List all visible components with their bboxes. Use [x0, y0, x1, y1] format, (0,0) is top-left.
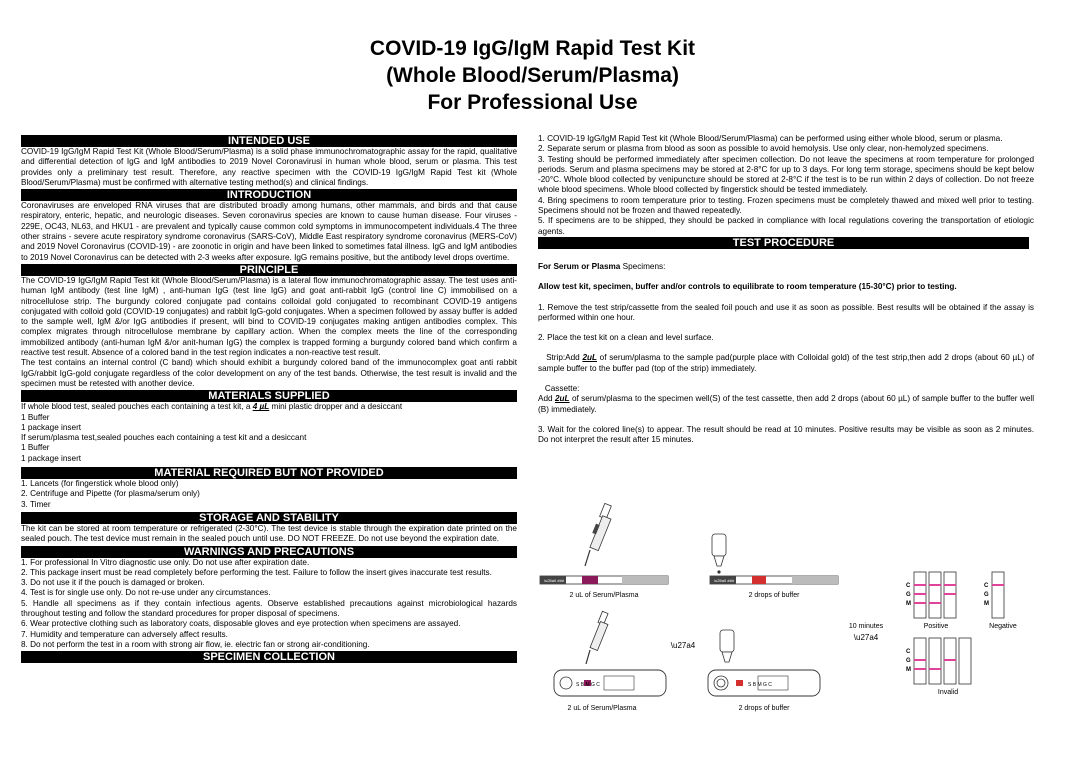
title-line-1: COVID-19 IgG/IgM Rapid Test Kit	[369, 37, 696, 60]
specimen-type-line	[538, 262, 1034, 272]
line-c-label: C	[906, 649, 911, 655]
positive-label: Positive	[923, 623, 949, 630]
line-g-label: G	[906, 592, 911, 598]
cassette-serum-label: 2 uL of Serum/Plasma	[567, 705, 637, 712]
storage-text: The kit can be stored at room temperature or refrigerated (2-30°C). The test device is stable through the expiration date printed on the sealed pouch. The test device must remain in the sealed pouch until use. DO NOT FREEZE. Do not use beyond the expiration date.	[21, 523, 517, 544]
procedure-step-2: 2. Place the test kit on a clean and level surface.	[538, 333, 714, 343]
introduction-heading: INTRODUCTION	[21, 189, 517, 201]
cassette-post: of serum/plasma to the specimen well(S) of the test cassette, then add 2 drops (about 60 µL) of sample buffer to the buffer well (B) immediately.	[538, 394, 1035, 414]
result-letters-positive	[906, 583, 911, 607]
buffer-dropper-icon	[720, 630, 734, 662]
cassette-buffer-label: 2 drops of buffer	[738, 705, 790, 712]
materials-supplied-line-2: 1 Buffer	[21, 412, 50, 422]
arrow-right-icon: \u27a4	[670, 641, 696, 650]
line-c-label: C	[906, 583, 911, 589]
materials-required-item: 3. Timer	[21, 499, 51, 509]
arrow-right-icon: \u27a4	[853, 633, 879, 642]
dropper-volume: 4 µL	[252, 402, 270, 412]
cassette-letters: S B M G C	[576, 682, 600, 688]
buffer-dropper-icon	[712, 534, 726, 574]
intended-use-text: COVID-19 IgG/IgM Rapid Test Kit (Whole Blood/Serum/Plasma) is a solid phase immunochromatographic assay for the rapid, qualitative and differential detection of IgG and IgM antibodies to 2019 Novel Coronavirusi in human whole blood, serum or plasma. This test provides only a preliminary test result. Therefore, any reactive specimen with the COVID-19 IgG/IgM Rapid Test kit (Whole Blood/Serum/Plasma) must be confirmed with alternative testing method(s) and clinical findings.	[21, 147, 517, 187]
cassette-letters: S B M G C	[748, 682, 772, 688]
materials-line-1-pre: If whole blood test, sealed pouches each containing a test kit, a	[21, 402, 253, 412]
title-line-3: For Professional Use	[427, 91, 638, 114]
strip-post: of serum/plasma to the sample pad(purple place with Colloidal gold) of the test strip,then add 2 drops (about 60 µL) of sample buffer to the buffer pad (top of the strip) immediately.	[538, 353, 1037, 373]
equilibrate-instruction: Allow test kit, specimen, buffer and/or controls to equilibrate to room temperature (15-30°C) prior to testing.	[538, 282, 957, 292]
result-strip-negative	[984, 572, 1004, 618]
materials-supplied-line-5: 1 Buffer	[21, 443, 50, 453]
procedure-step-3: 3. Wait for the colored line(s) to appear. The result should be read at 10 minutes. Positive results may be visible as soon as 2 minutes. Do not interpret the result after 15 minutes.	[538, 424, 1034, 445]
strip-instruction	[538, 353, 1037, 374]
warning-item: 3. Do not use it if the pouch is damaged or broken.	[21, 578, 205, 588]
specimen-item: 2. Separate serum or plasma from blood as soon as possible to avoid hemolysis. Use only clear, non-hemolyzed specimens.	[538, 144, 989, 154]
strip-serum-label: 2 uL of Serum/Plasma	[569, 592, 639, 599]
warning-item: 2. This package insert must be read completely before performing the test. Failure to follow the insert gives inaccurate test results.	[21, 567, 492, 577]
invalid-label: Invalid	[937, 689, 959, 696]
warning-item: 4. Test is for single use only. Do not re-use under any circumstances.	[21, 588, 271, 598]
line-m-label: M	[906, 667, 911, 673]
materials-supplied-line-4: If serum/plasma test,sealed pouches each containing a test kit and a desiccant	[21, 433, 307, 443]
principle-text-2: The test contains an internal control (C band) which should exhibit a burgundy colored band of the immunocomplex goat anti rabbit IgG/rabbit IgG-gold conjugate regardless of the color development on any of the test bands. Otherwise, the test result is invalid and the specimen must be retested with another device.	[21, 358, 517, 388]
right-column	[538, 134, 1037, 446]
strip-buffer-label: 2 drops of buffer	[748, 592, 800, 599]
intended-use-heading: INTENDED USE	[21, 135, 517, 147]
warning-item: 8. Do not perform the test in a room with strong air flow, ie. electric fan or strong air-conditioning.	[21, 639, 370, 649]
specimen-type-bold: For Serum or Plasma	[538, 261, 621, 271]
strip-volume: 2uL	[582, 353, 597, 363]
result-strips-invalid	[906, 638, 971, 684]
materials-required-item: 1. Lancets (for fingerstick whole blood only)	[21, 479, 179, 489]
specimen-item: 4. Bring specimens to room temperature prior to testing. Frozen specimens must be completely thawed and mixed well prior to testing. Specimens should not be frozen and thawed repeatedly.	[538, 195, 1034, 216]
line-g-label: G	[906, 658, 911, 664]
ten-minutes-label: 10 minutes	[848, 623, 884, 630]
negative-label: Negative	[989, 623, 1017, 630]
warning-item: 6. Wear protective clothing such as laboratory coats, disposable gloves and eye protection when specimens are assayed.	[21, 619, 461, 629]
warning-item: 7. Humidity and temperature can adversely affect results.	[21, 629, 228, 639]
warning-item: 5. Handle all specimens as if they contain infectious agents. Observe established precautions against microbiological hazards throughout testing and follow the standard procedures for proper disposal of specimens.	[21, 598, 517, 618]
procedure-step-1: 1. Remove the test strip/cassette from the sealed foil pouch and use it as soon as possible. Best results will be obtained if the assay is performed within one hour.	[538, 302, 1034, 322]
materials-supplied-line-1	[21, 402, 517, 412]
materials-required-heading: MATERIAL REQUIRED BUT NOT PROVIDED	[21, 467, 517, 479]
materials-supplied-line-3: 1 package insert	[21, 422, 82, 432]
specimen-collection-heading: SPECIMEN COLLECTION	[21, 651, 517, 663]
svg-text:\u25a0 ###: \u25a0 ###	[714, 578, 735, 583]
principle-heading: PRINCIPLE	[21, 264, 517, 276]
title-line-2: (Whole Blood/Serum/Plasma)	[386, 64, 679, 87]
materials-line-1-post: mini plastic dropper and a desiccant	[269, 402, 403, 412]
cassette-instruction	[538, 394, 1034, 415]
warnings-heading: WARNINGS AND PRECAUTIONS	[21, 546, 517, 558]
cassette-label: Cassette:	[538, 384, 580, 394]
cassette-pre: Add	[538, 394, 555, 404]
specimen-item: 3. Testing should be performed immediately after specimen collection. Do not leave the specimens at room temperature for prolonged periods. Serum and plasma specimens may be stored at 2-8°C for up to 3 days. For long term storage, specimens should be kept below -20°C. Whole blood collected by venipuncture should be stored at 2-8°C if the test is to be run within 2 days of collection. Do not freeze whole blood specimens. Whole blood collected by fingerstick should be tested immediately.	[538, 154, 1034, 195]
line-g-label: G	[984, 592, 989, 598]
materials-supplied-heading: MATERIALS SUPPLIED	[21, 390, 517, 402]
materials-supplied-line-6: 1 package insert	[21, 453, 82, 463]
test-procedure-heading: TEST PROCEDURE	[538, 237, 1029, 249]
left-column	[21, 134, 517, 663]
storage-heading: STORAGE AND STABILITY	[21, 512, 517, 524]
test-strip-buffer	[710, 576, 838, 584]
procedure-figure	[530, 500, 1040, 720]
document-title	[0, 35, 1065, 116]
materials-required-item: 2. Centrifuge and Pipette (for plasma/serum only)	[21, 489, 200, 499]
introduction-text: Coronaviruses are enveloped RNA viruses that are distributed broadly among humans, other mammals, and birds and that cause respiratory, enteric, hepatic, and neurologic diseases. Seven coronavirus species are known to cause human disease. Four viruses - 229E, OC43, NL63, and HKU1 - are prevalent and typically cause common cold symptoms in immunocompetent individuals.4 The three other strains - severe acute respiratory syndrome coronavirus (SARS-CoV), Middle East respiratory syndrome coronavirus (MERS-CoV) and 2019 Novel Coronavirus (COVID-19) - are zoonotic in origin and have been linked to sometimes fatal illness. IgG and IgM antibodies to 2019 Novel Coronavirus can be detected with 2-3 weeks after exposure. IgG remains positive, but the antibody level drops overtime.	[21, 201, 517, 262]
pipette-icon	[585, 503, 611, 566]
specimen-item: 1. COVID-19 IgG/IgM Rapid Test kit (Whole Blood/Serum/Plasma) can be performed using either whole blood, serum or plasma.	[538, 134, 1003, 143]
cassette-volume: 2uL	[554, 394, 570, 404]
test-cassette-serum	[554, 670, 666, 696]
specimen-item: 5. If specimens are to be shipped, they should be packed in compliance with local regulations covering the transportation of etiologic agents.	[538, 216, 1034, 236]
result-strips-positive	[914, 572, 956, 618]
specimen-type-rest: Specimens:	[620, 261, 666, 271]
test-strip-serum	[540, 576, 668, 584]
strip-pre: Strip:Add	[538, 353, 583, 363]
svg-text:\u25a0 ###: \u25a0 ###	[544, 578, 565, 583]
line-m-label: M	[984, 601, 989, 607]
principle-text-1: The COVID-19 IgG/IgM Rapid Test kit (Whole Blood/Serum/Plasma) is a lateral flow immunochromatographic assay. The test uses anti-human IgM antibody (test line IgM) , anti-human IgG (test line IgG) and goat anti-rabbit IgG (control line C) immobilised on a nitrocellulose strip. The burgundy colored conjugate pad contains colloidal gold conjugated to recombinant COVID-19 antigens conjugated with colloid gold (COVID-19 conjugates) and rabbit IgG-gold conjugates. When a specimen followed by assay buffer is added to the sample well, IgM &/or IgG antibodies if present, will bind to COVID-19 conjugates making antigen antibodies complex. This complex migrates through nitrocellulose membrane by capillary action. When the complex meets the line of the corresponding immobilized antibody (anti-human IgM &/or anit-human IgG) the complex is trapped forming a burgundy colored band which confirm a reactive test result. Absence of a colored band in the test region indicates a non-reactive test result.	[21, 275, 517, 358]
test-cassette-buffer	[708, 670, 820, 696]
warning-item: 1. For professional In Vitro diagnostic use only. Do not use after expiration date.	[21, 557, 310, 567]
pipette-icon	[586, 611, 608, 664]
line-m-label: M	[906, 601, 911, 607]
line-c-label: C	[984, 583, 989, 589]
